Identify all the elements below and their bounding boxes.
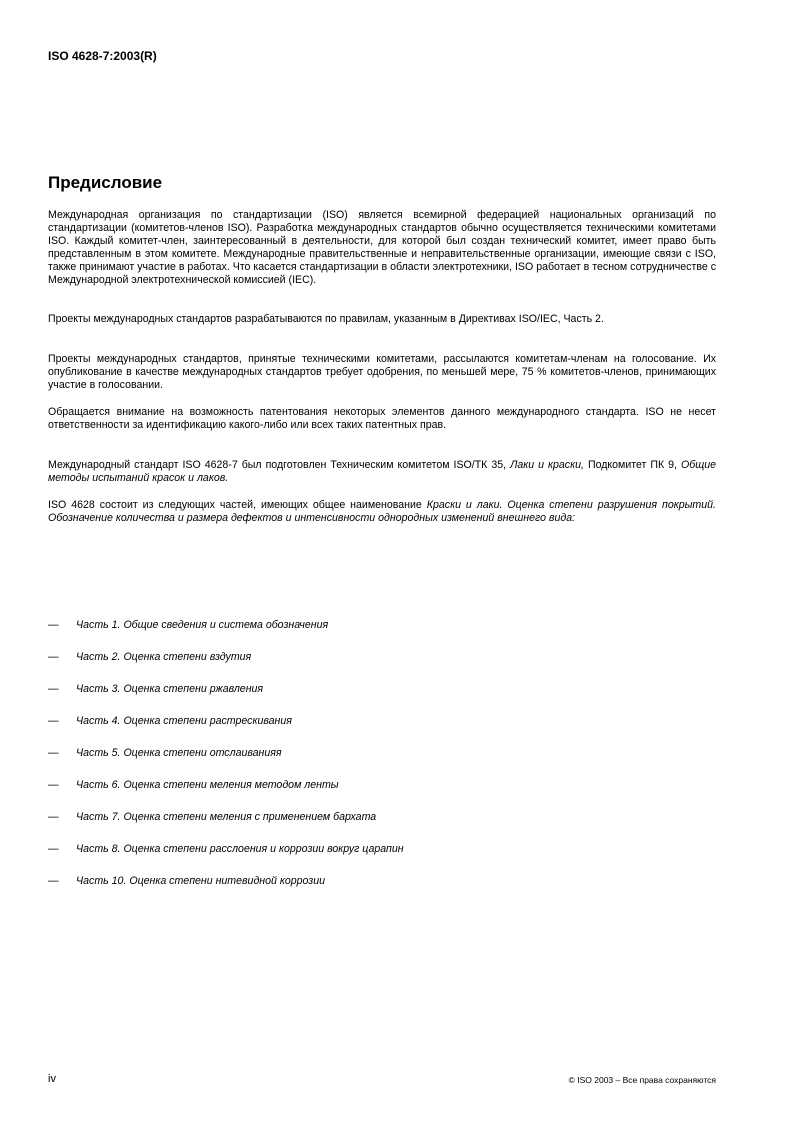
dash: — <box>48 747 59 759</box>
list-item <box>48 875 325 888</box>
list-item <box>48 811 376 824</box>
part-title: Часть 10. Оценка степени нитевидной коррозии <box>76 875 326 887</box>
list-item <box>48 779 339 792</box>
list-item <box>48 715 292 728</box>
page-title: Предисловие <box>48 173 163 192</box>
dash: — <box>48 811 59 823</box>
list-item <box>48 843 404 856</box>
text-italic: Общие методы испытаний красок и лаков. <box>48 459 716 485</box>
part-title: Часть 8. Оценка степени расслоения и коррозии вокруг царапин <box>76 843 404 855</box>
part-title: Часть 4. Оценка степени растрескивания <box>76 715 292 727</box>
paragraph-committee <box>48 459 716 485</box>
text: Международный стандарт ISO 4628-7 был подготовлен Техническим комитетом ISO/ТК 35, <box>48 459 507 471</box>
dash: — <box>48 843 59 855</box>
paragraph-voting: Проекты международных стандартов, принятые техническими комитетами, рассылаются комитетам-членам на голосование. Их опубликование в качестве международных стандартов требует одобрения, по меньшей мере, 75 % комитетов-членов, принимающих участие в голосовании. <box>48 353 716 392</box>
text-italic: Лаки и краски, <box>510 459 584 471</box>
part-title: Часть 7. Оценка степени меления с применением бархата <box>76 811 377 823</box>
list-item <box>48 747 282 760</box>
list-item <box>48 619 328 632</box>
dash: — <box>48 715 59 727</box>
document-header: ISO 4628-7:2003(R) <box>48 49 157 63</box>
part-title: Часть 2. Оценка степени вздутия <box>76 651 252 663</box>
paragraph-iso-intro: Международная организация по стандартизации (ISO) является всемирной федерацией национальных организаций по стандартизации (комитетов-членов ISO). Разработка международных стандартов обычно осуществляется техническими комитетами ISO. Каждый комитет-член, заинтересованный в деятельности, для которой был создан технический комитет, имеет право быть представленным в этом комитете. Международные правительственные и неправительственные организации, имеющие связи с ISO, также принимают участие в работах. Что касается стандартизации в области электротехники, ISO работает в тесном сотрудничестве с Международной электротехнической комиссией (IEC). <box>48 209 716 287</box>
page-number: iv <box>48 1073 56 1085</box>
dash: — <box>48 779 59 791</box>
part-title: Часть 1. Общие сведения и система обозначения <box>76 619 329 631</box>
paragraph-patents: Обращается внимание на возможность патентования некоторых элементов данного международного стандарта. ISO не несет ответственности за идентификацию какого-либо или всех таких патентных прав. <box>48 406 716 432</box>
paragraph-directives: Проекты международных стандартов разрабатываются по правилам, указанным в Директивах ISO/IEC, Часть 2. <box>48 313 604 325</box>
dash: — <box>48 875 59 887</box>
paragraph-parts-intro <box>48 499 716 525</box>
text: Подкомитет ПК 9, <box>587 459 677 471</box>
text-italic: Краски и лаки. Оценка степени разрушения покрытий. Обозначение количества и размера дефектов и интенсивности однородных изменений внешнего вида: <box>48 499 716 525</box>
dash: — <box>48 651 59 663</box>
part-title: Часть 3. Оценка степени ржавления <box>76 683 264 695</box>
part-title: Часть 6. Оценка степени меления методом ленты <box>76 779 339 791</box>
list-item <box>48 683 263 696</box>
copyright: © ISO 2003 – Все права сохраняются <box>568 1075 716 1085</box>
dash: — <box>48 619 59 631</box>
dash: — <box>48 683 59 695</box>
part-title: Часть 5. Оценка степени отслаиванияя <box>76 747 282 759</box>
text: ISO 4628 состоит из следующих частей, имеющих общее наименование <box>48 499 422 511</box>
list-item <box>48 651 251 664</box>
